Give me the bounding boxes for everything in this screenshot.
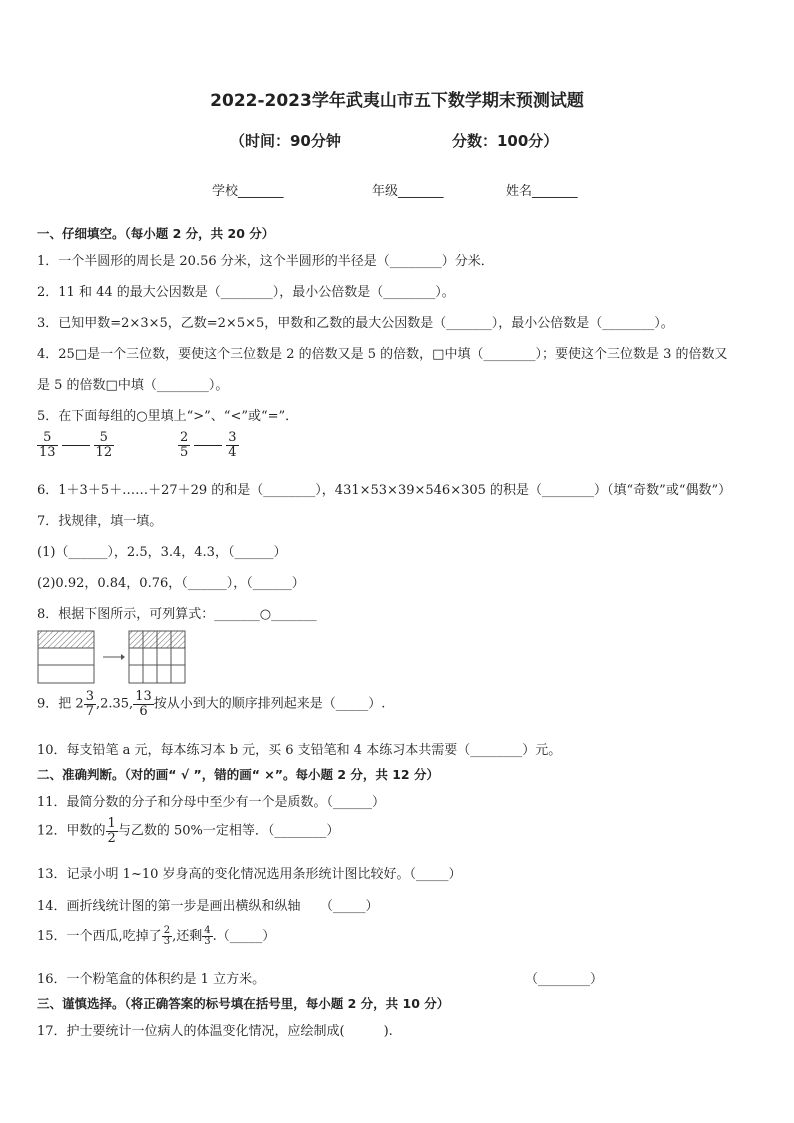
grade-field: 年级_______ xyxy=(372,184,444,199)
school-field: 学校_______ xyxy=(212,184,284,199)
question-16: 16．一个粉笔盒的体积约是 1 立方米。 xyxy=(37,972,266,987)
question-11: 11．最简分数的分子和分母中至少有一个是质数。（______） xyxy=(37,795,386,810)
question-2: 2．11 和 44 的最大公因数是（________），最小公倍数是（________）。 xyxy=(37,285,455,300)
compare-blank xyxy=(62,445,90,446)
section-2-heading: 二、准确判断。（对的画“ √ ”，错的画“ ×”。每小题 2 分，共 12 分） xyxy=(37,767,439,782)
question-10: 10．每支铅笔 a 元，每本练习本 b 元，买 6 支铅笔和 4 本练习本共需要（________）元。 xyxy=(37,743,562,758)
question-14: 14．画折线统计图的第一步是画出横纵和纵轴 （_____） xyxy=(37,899,379,914)
question-5-pair-2: $\frac{2}{5}$ $\frac{3}{4}$ xyxy=(180,430,237,460)
question-8-figure xyxy=(37,630,187,686)
score-label: 分数：100分） xyxy=(452,132,559,150)
question-8: 8．根据下图所示，可列算式：_______○_______ xyxy=(37,607,317,622)
question-3: 3．已知甲数=2×3×5，乙数=2×5×5，甲数和乙数的最大公因数是（_______），最小公倍数是（________）。 xyxy=(37,316,674,331)
question-7: 7．找规律，填一填。 xyxy=(37,514,163,529)
question-4-line1: 4．25□是一个三位数，要使这个三位数是 2 的倍数又是 5 的倍数，□中填（________）；要使这个三位数是 3 的倍数又 xyxy=(37,347,728,362)
question-12: 12．甲数的 $\frac{1}{2}$ 与乙数的 50%一定相等．（________） xyxy=(37,816,340,846)
page-title: 2022-2023学年武夷山市五下数学期末预测试题 xyxy=(210,91,584,111)
question-16-answer-blank: （________） xyxy=(525,972,604,987)
question-17: 17．护士要统计一位病人的体温变化情况，应绘制成( ). xyxy=(37,1024,393,1039)
question-5-pair-1: $\frac{5}{13}$ $\frac{5}{12}$ xyxy=(39,430,113,460)
question-1: 1．一个半圆形的周长是 20.56 分米，这个半圆形的半径是（________）分米． xyxy=(37,254,494,269)
question-4-line2: 是 5 的倍数□中填（________）。 xyxy=(37,378,229,393)
question-7-part-2: (2)0.92，0.84，0.76，（______），（______） xyxy=(37,576,305,591)
name-field: 姓名_______ xyxy=(506,184,578,199)
question-6: 6．1＋3＋5＋……＋27＋29 的和是（________），431×53×39×546×305 的积是（________）（填“奇数”或“偶数”） xyxy=(37,483,732,498)
question-7-part-1: (1)（______），2.5，3.4，4.3，（______） xyxy=(37,545,287,560)
right-rectangle xyxy=(129,631,185,683)
question-5: 5．在下面每组的○里填上“>”、“<”或“=”． xyxy=(37,409,299,424)
question-15: 15．一个西瓜,吃掉了 $\frac{2}{3}$ ,还剩 $\frac{4}{3}$ .（_____） xyxy=(37,924,276,947)
section-3-heading: 三、谨慎选择。（将正确答案的标号填在括号里，每小题 2 分，共 10 分） xyxy=(37,996,450,1011)
compare-blank xyxy=(194,445,222,446)
question-9: 9．把 2 $\frac{3}{7}$ ,2.35, $\frac{13}{6}$ 按从小到大的顺序排列起来是（_____）. xyxy=(37,689,386,719)
section-1-heading: 一、仔细填空。（每小题 2 分，共 20 分） xyxy=(37,226,275,241)
time-label: （时间：90分钟 xyxy=(230,132,341,150)
arrow-icon xyxy=(103,654,125,660)
question-13: 13．记录小明 1~10 岁身高的变化情况选用条形统计图比较好。（_____） xyxy=(37,867,462,882)
left-rectangle xyxy=(38,631,94,683)
